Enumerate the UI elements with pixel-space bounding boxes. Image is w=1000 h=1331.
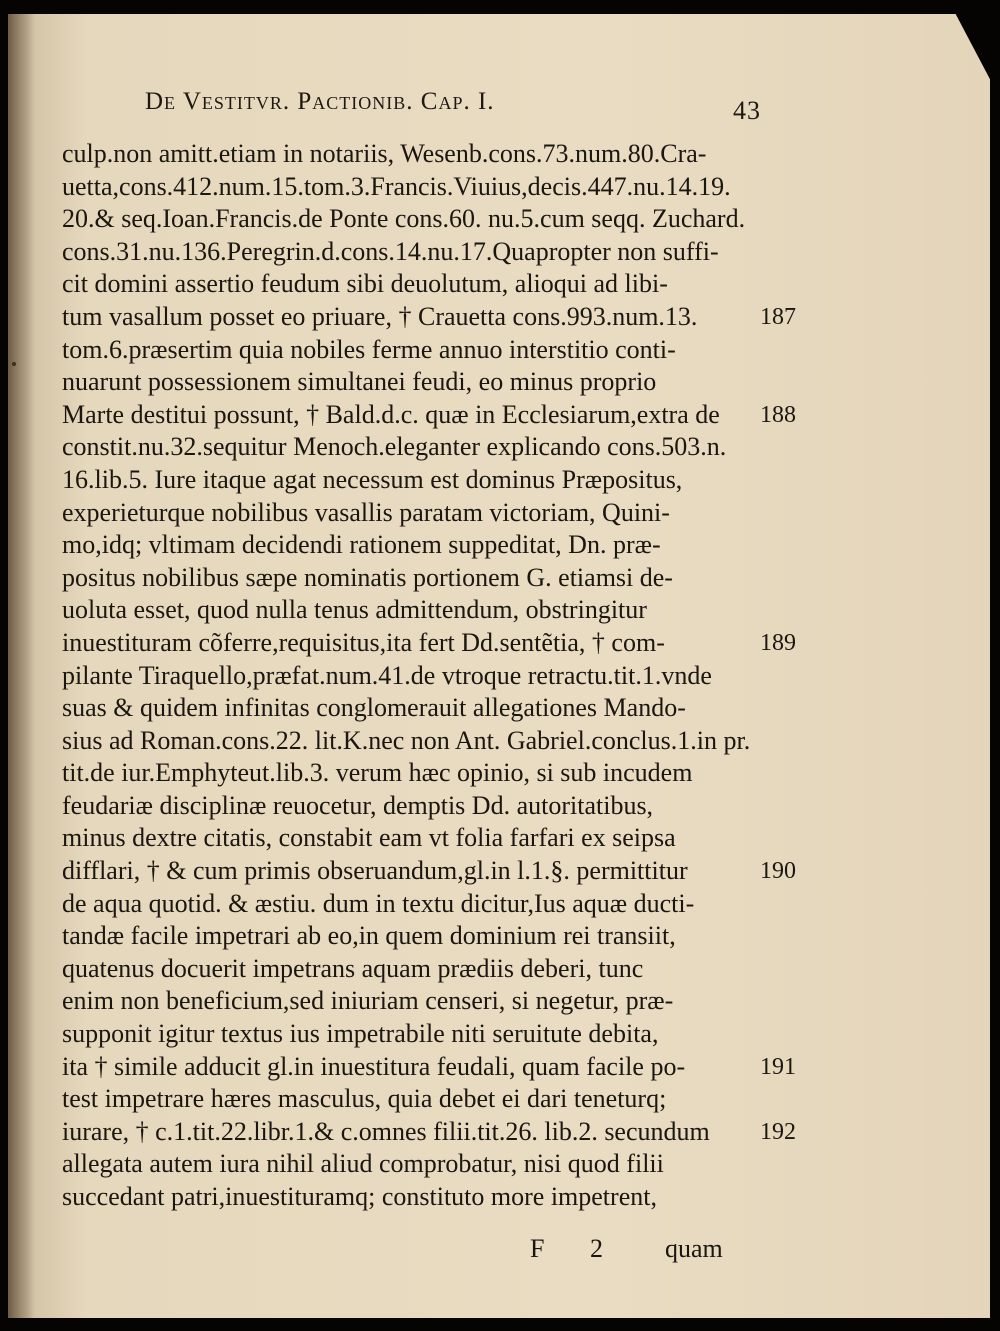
margin-note-number: 188: [760, 401, 796, 428]
text-line: succedant patri,inuestituramq; constituto more impetrent,: [62, 1182, 657, 1211]
text-line: constit.nu.32.sequitur Menoch.eleganter explicando cons.503.n.: [62, 432, 727, 462]
text-line: mo,idq; vltimam decidendi rationem suppeditat, Dn. præ-: [62, 530, 661, 560]
text-line: iurare, † c.1.tit.22.libr.1.& c.omnes filii.tit.26. lib.2. secundum: [62, 1116, 710, 1146]
margin-note-number: 190: [760, 858, 796, 885]
text-line: cons.31.nu.136.Peregrin.d.cons.14.nu.17.Quapropter non suffi-: [62, 236, 719, 266]
text-line: 16.lib.5. Iure itaque agat necessum est dominus Præpositus,: [62, 464, 683, 494]
margin-note-number: 187: [760, 304, 796, 330]
text-line: test impetrare hæres masculus, quia debet ei dari teneturq;: [62, 1084, 667, 1114]
margin-note-number: 189: [760, 630, 796, 656]
text-line: minus dextre citatis, constabit eam vt folia farfari ex seipsa: [62, 823, 676, 853]
body-text: [62, 138, 762, 1214]
text-line: positus nobilibus sæpe nominatis portionem G. etiamsi de-: [62, 562, 673, 592]
signature-mark: F: [530, 1234, 545, 1263]
text-line: experieturque nobilibus vasallis paratam victoriam, Quini-: [62, 497, 670, 527]
signature-number: 2: [590, 1234, 603, 1263]
text-line: inuestituram cõferre,requisitus,ita fert Dd.sentẽtia, † com-: [62, 627, 665, 657]
text-line: culp.non amitt.etiam in notariis, Wesenb.cons.73.num.80.Cra-: [62, 139, 707, 168]
margin-note-number: 192: [760, 1119, 796, 1145]
text-line: nuarunt possessionem simultanei feudi, eo minus proprio: [62, 367, 657, 397]
text-line: quatenus docuerit impetrans aquam prædiis deberi, tunc: [62, 953, 644, 983]
running-title: De Vestitvr. Pactionib. Cap. I.: [145, 88, 495, 115]
text-line: enim non beneficium,sed iniuriam censeri, si negetur, præ-: [62, 986, 674, 1016]
text-line: sius ad Roman.cons.22. lit.K.nec non Ant. Gabriel.conclus.1.in pr.: [62, 725, 751, 755]
text-line: pilante Tiraquello,præfat.num.41.de vtroque retractu.tit.1.vnde: [62, 660, 712, 690]
text-line: Marte destitui possunt, † Bald.d.c. quæ in Ecclesiarum,extra de: [62, 399, 720, 429]
catchword: quam: [665, 1234, 723, 1263]
text-line: difflari, † & cum primis obseruandum,gl.in l.1.§. permittitur: [62, 856, 688, 886]
ink-speck: [12, 362, 16, 366]
text-line: de aqua quotid. & æstiu. dum in textu dicitur,Ius aquæ ducti-: [62, 888, 695, 918]
text-line: suas & quidem infinitas conglomerauit allegationes Mando-: [62, 693, 686, 723]
page-binding-shadow: [8, 14, 34, 1318]
text-line: uoluta esset, quod nulla tenus admittendum, obstringitur: [62, 595, 647, 625]
text-line: ita † simile adducit gl.in inuestitura feudali, quam facile po-: [62, 1051, 686, 1081]
text-line: tandæ facile impetrari ab eo,in quem dominium rei transiit,: [62, 921, 676, 951]
text-line: allegata autem iura nihil aliud comprobatur, nisi quod filii: [62, 1149, 664, 1179]
text-line: 20.& seq.Ioan.Francis.de Ponte cons.60. nu.5.cum seqq. Zuchard.: [62, 204, 746, 234]
text-line: tom.6.præsertim quia nobiles ferme annuo interstitio conti-: [62, 334, 676, 364]
text-line: tit.de iur.Emphyteut.lib.3. verum hæc opinio, si sub incudem: [62, 758, 693, 788]
margin-note-number: 191: [760, 1053, 796, 1080]
page-number: 43: [733, 96, 761, 125]
text-line: tum vasallum posset eo priuare, † Crauetta cons.993.num.13.: [62, 301, 698, 331]
text-line: uetta,cons.412.num.15.tom.3.Francis.Viuius,decis.447.nu.14.19.: [62, 171, 731, 201]
text-line: cit domini assertio feudum sibi deuolutum, alioqui ad libi-: [62, 269, 668, 299]
text-line: feudariæ disciplinæ reuocetur, demptis Dd. autoritatibus,: [62, 790, 654, 820]
text-line: supponit igitur textus ius impetrabile niti seruitute debita,: [62, 1019, 659, 1049]
page-footer: [530, 1234, 770, 1270]
running-header: [145, 88, 785, 132]
